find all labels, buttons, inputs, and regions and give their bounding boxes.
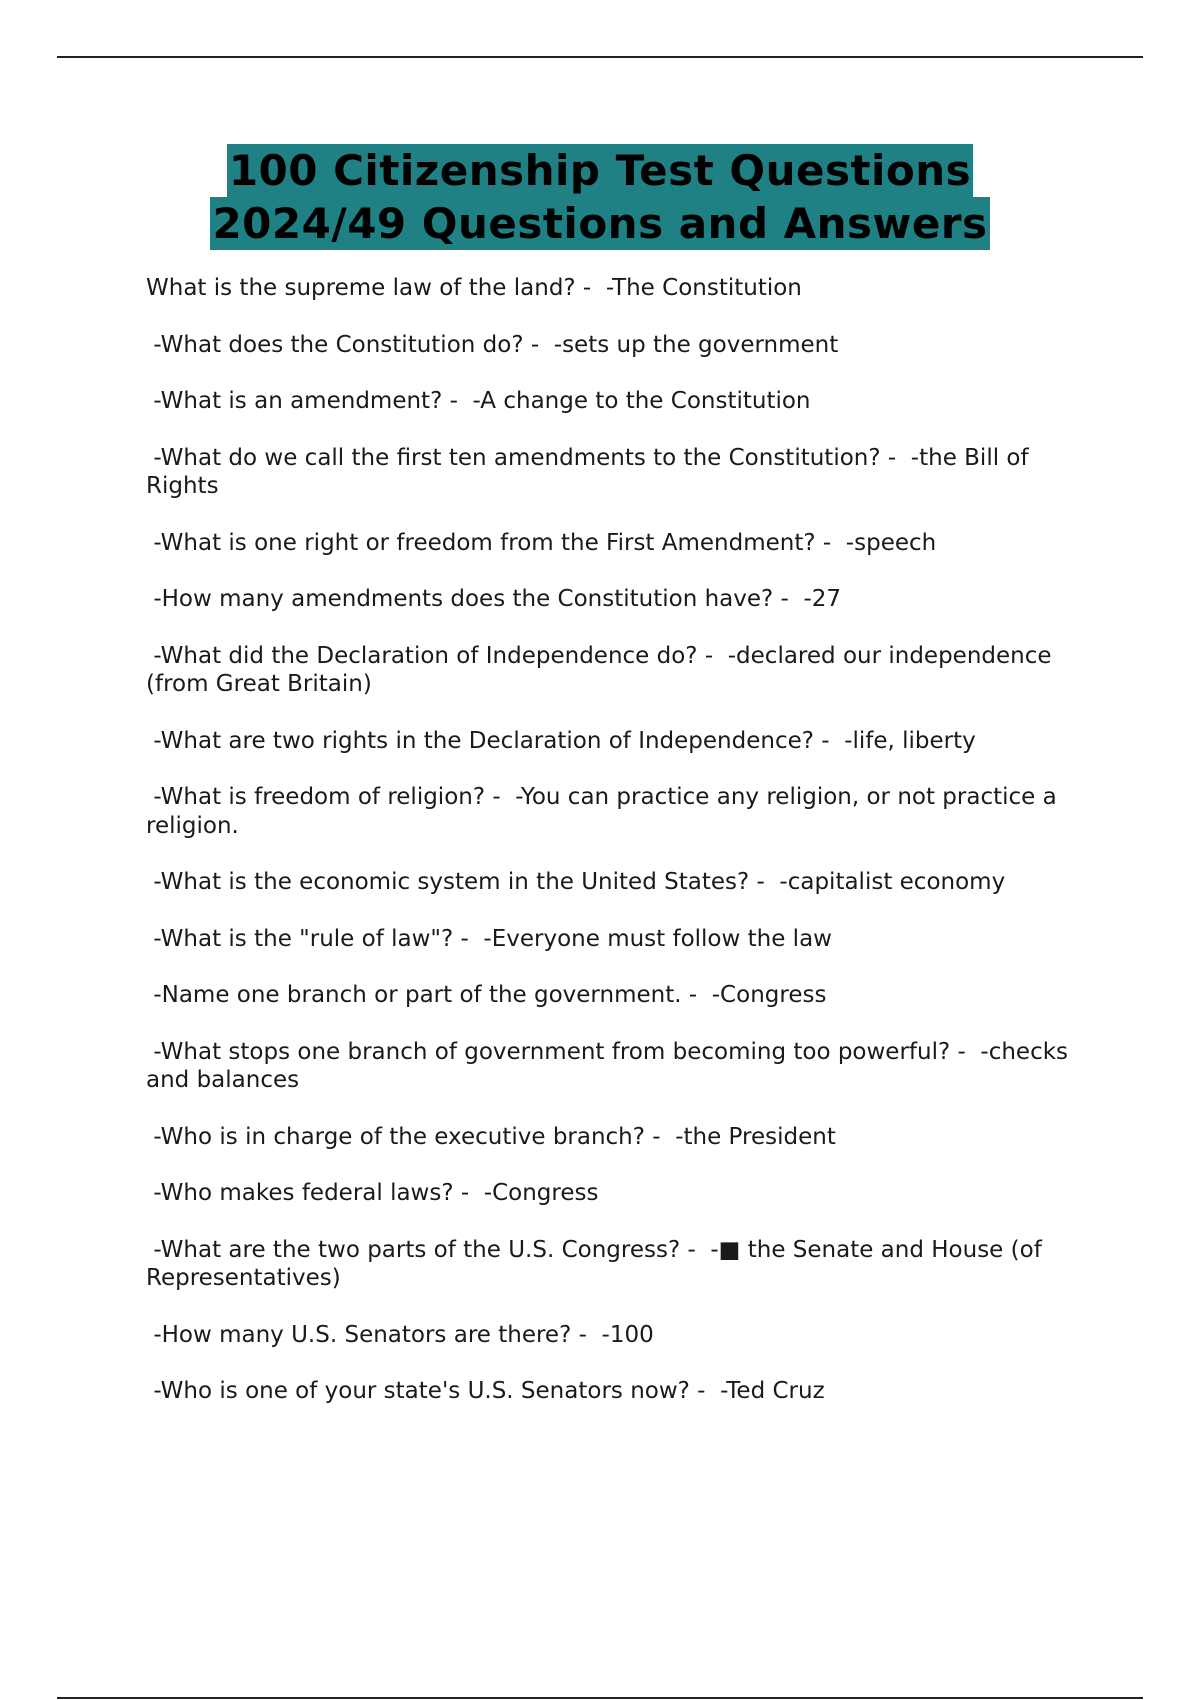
qa-item: -Who makes federal laws? - -Congress [146,1180,599,1206]
qa-item: -What is one right or freedom from the First Amendment? - -speech [146,529,937,556]
qa-item: -What is the "rule of law"? - -Everyone must follow the law [146,925,832,952]
qa-item: -What did the Declaration of Independence do? - -declared our independence (from Great Britain) [146,642,1059,697]
qa-item: -What are two rights in the Declaration of Independence? - -life, liberty [146,727,976,754]
qa-item: -Who is in charge of the executive branch? - -the President [146,1123,836,1150]
title-line-1: 100 Citizenship Test Questions [228,146,972,195]
document-title [0,144,1200,250]
qa-item: -What stops one branch of government from becoming too powerful? - -checks and balances [146,1038,1076,1093]
qa-list [146,274,1096,1434]
qa-item: -What do we call the first ten amendments to the Constitution? - -the Bill of Rights [146,444,1036,499]
qa-item: -How many amendments does the Constitution have? - -27 [146,586,842,612]
title-line-2: 2024/49 Questions and Answers [212,199,988,248]
qa-item: -How many U.S. Senators are there? - -100 [146,1321,654,1348]
qa-item: -What is freedom of religion? - -You can practice any religion, or not practice a religion. [146,784,1065,839]
qa-item: What is the supreme law of the land? - -The Constitution [146,275,802,301]
qa-item: -Name one branch or part of the government. - -Congress [146,982,827,1008]
header-rule [57,56,1143,58]
footer-rule [57,1697,1143,1699]
qa-item: -What is the economic system in the United States? - -capitalist economy [146,869,1006,895]
qa-item: -What is an amendment? - -A change to the Constitution [146,388,811,414]
qa-item: -What does the Constitution do? - -sets up the government [146,331,839,358]
qa-item: -Who is one of your state's U.S. Senators now? - -Ted Cruz [146,1378,825,1404]
qa-item: -What are the two parts of the U.S. Congress? - -■ the Senate and House (of Representatives) [146,1236,1050,1291]
